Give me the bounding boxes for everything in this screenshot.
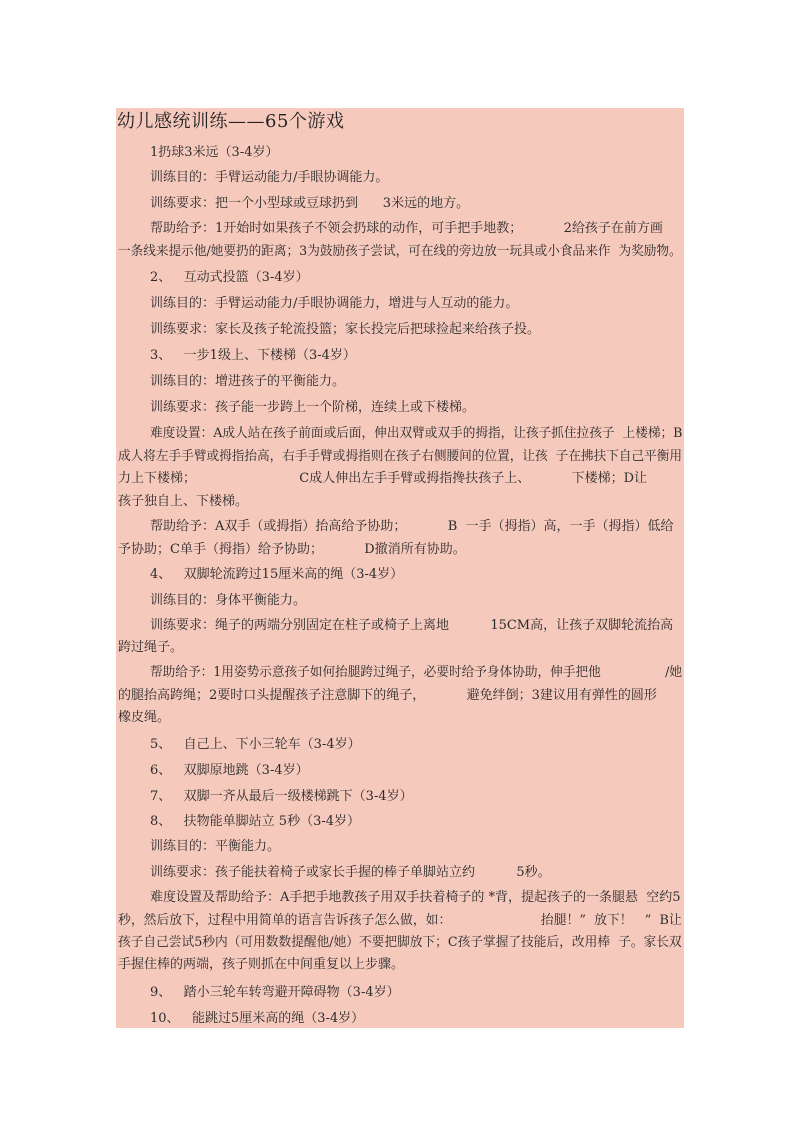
item-2-goal: 训练目的：手臂运动能力/手眼协调能力，增进与人互动的能力。	[150, 296, 519, 311]
item-8-difficulty-line-2: 秒，然后放下，过程中用简单的语言告诉孩子怎么做，如： 抬腿！” 放下！ ” B让	[118, 913, 682, 928]
item-8-difficulty-line-4: 手握住棒的两端，孩子则抓在中间重复以上步骤。	[118, 957, 405, 972]
item-3-help-line-2: 予协助；C单手（拇指）给予协助； D撤消所有协助。	[118, 542, 466, 557]
item-10-heading: 10、 能跳过5厘米高的绳（3-4岁）	[150, 1011, 365, 1026]
item-3-help-line-1: 帮助给予：A双手（或拇指）抬高给予协助； B 一手（拇指）高，一手（拇指）低给	[150, 519, 674, 534]
item-1-help-line-1: 帮助给予：1开始时如果孩子不领会扔球的动作，可手把手地教； 2给孩子在前方画	[150, 221, 663, 236]
item-2-heading: 2、 互动式投篮（3-4岁）	[150, 270, 309, 285]
item-3-difficulty-line-1: 难度设置：A成人站在孩子前面或后面，伸出双臂或双手的拇指，让孩子抓住拉孩子 上楼梯；B	[150, 426, 683, 441]
item-6-heading: 6、 双脚原地跳（3-4岁）	[150, 763, 309, 778]
item-4-help-line-2: 的腿抬高跨绳；2要时口头提醒孩子注意脚下的绳子， 避免绊倒；3建议用有弹性的圆形	[118, 688, 657, 703]
item-8-requirement: 训练要求：孩子能扶着椅子或家长手握的棒子单脚站立约 5秒。	[150, 865, 551, 880]
item-9-heading: 9、 踏小三轮车转弯避开障碍物（3-4岁）	[150, 985, 400, 1000]
item-3-difficulty-line-2: 成人将左手手臂或拇指抬高，右手手臂或拇指则在孩子右侧腰间的位置，让孩 子在拂扶下自己平衡用	[118, 449, 683, 464]
item-1-requirement: 训练要求：把一个小型球或豆球扔到 3米远的地方。	[150, 196, 470, 211]
item-8-goal: 训练目的：平衡能力。	[150, 839, 281, 854]
item-2-requirement: 训练要求：家长及孩子轮流投篮；家长投完后把球捡起来给孩子投。	[150, 322, 541, 337]
document-title: 幼儿感统训练——65个游戏	[117, 111, 345, 132]
item-8-heading: 8、 扶物能单脚站立 5秒（3-4岁）	[150, 814, 361, 829]
item-8-difficulty-line-1: 难度设置及帮助给予：A手把手地教孩子用双手扶着椅子的 *背，提起孩子的一条腿悬 空约5	[150, 890, 681, 905]
item-3-goal: 训练目的：增进孩子的平衡能力。	[150, 374, 346, 389]
item-4-help-line-1: 帮助给予：1用姿势示意孩子如何抬腿跨过绳子，必要时给予身体协助，伸手把他 /她	[150, 665, 683, 680]
item-8-difficulty-line-3: 孩子自己尝试5秒内（可用数数提醒他/她）不要把脚放下；C孩子掌握了技能后，改用棒 子。家长双	[118, 935, 682, 950]
item-7-heading: 7、 双脚一齐从最后一级楼梯跳下（3-4岁）	[150, 789, 413, 804]
item-4-requirement-line-1: 训练要求：绳子的两端分别固定在柱子或椅子上离地 15CM高，让孩子双脚轮流抬高	[150, 618, 674, 633]
item-4-requirement-line-2: 跨过绳子。	[118, 640, 184, 655]
item-1-heading: 1扔球3米远（3-4岁）	[150, 145, 279, 160]
item-5-heading: 5、 自己上、下小三轮车（3-4岁）	[150, 737, 361, 752]
item-3-difficulty-line-3: 力上下楼梯； C成人伸出左手手臂或拇指搀扶孩子上、 下楼梯；D让	[118, 471, 648, 486]
item-1-goal: 训练目的：手臂运动能力/手眼协调能力。	[150, 170, 389, 185]
item-4-goal: 训练目的：身体平衡能力。	[150, 593, 307, 608]
item-3-heading: 3、 一步1级上、下楼梯（3-4岁）	[150, 348, 356, 363]
item-1-help-line-2: 一条线来提示他/她要扔的距离；3为鼓励孩子尝试，可在线的旁边放一玩具或小食品来作 为奖励物。	[118, 244, 682, 259]
item-3-requirement: 训练要求：孩子能一步跨上一个阶梯，连续上或下楼梯。	[150, 400, 476, 415]
item-4-heading: 4、 双脚轮流跨过15厘米高的绳（3-4岁）	[150, 567, 404, 582]
item-4-help-line-3: 橡皮绳。	[118, 710, 171, 725]
item-3-difficulty-line-4: 孩子独自上、下楼梯。	[118, 494, 249, 509]
